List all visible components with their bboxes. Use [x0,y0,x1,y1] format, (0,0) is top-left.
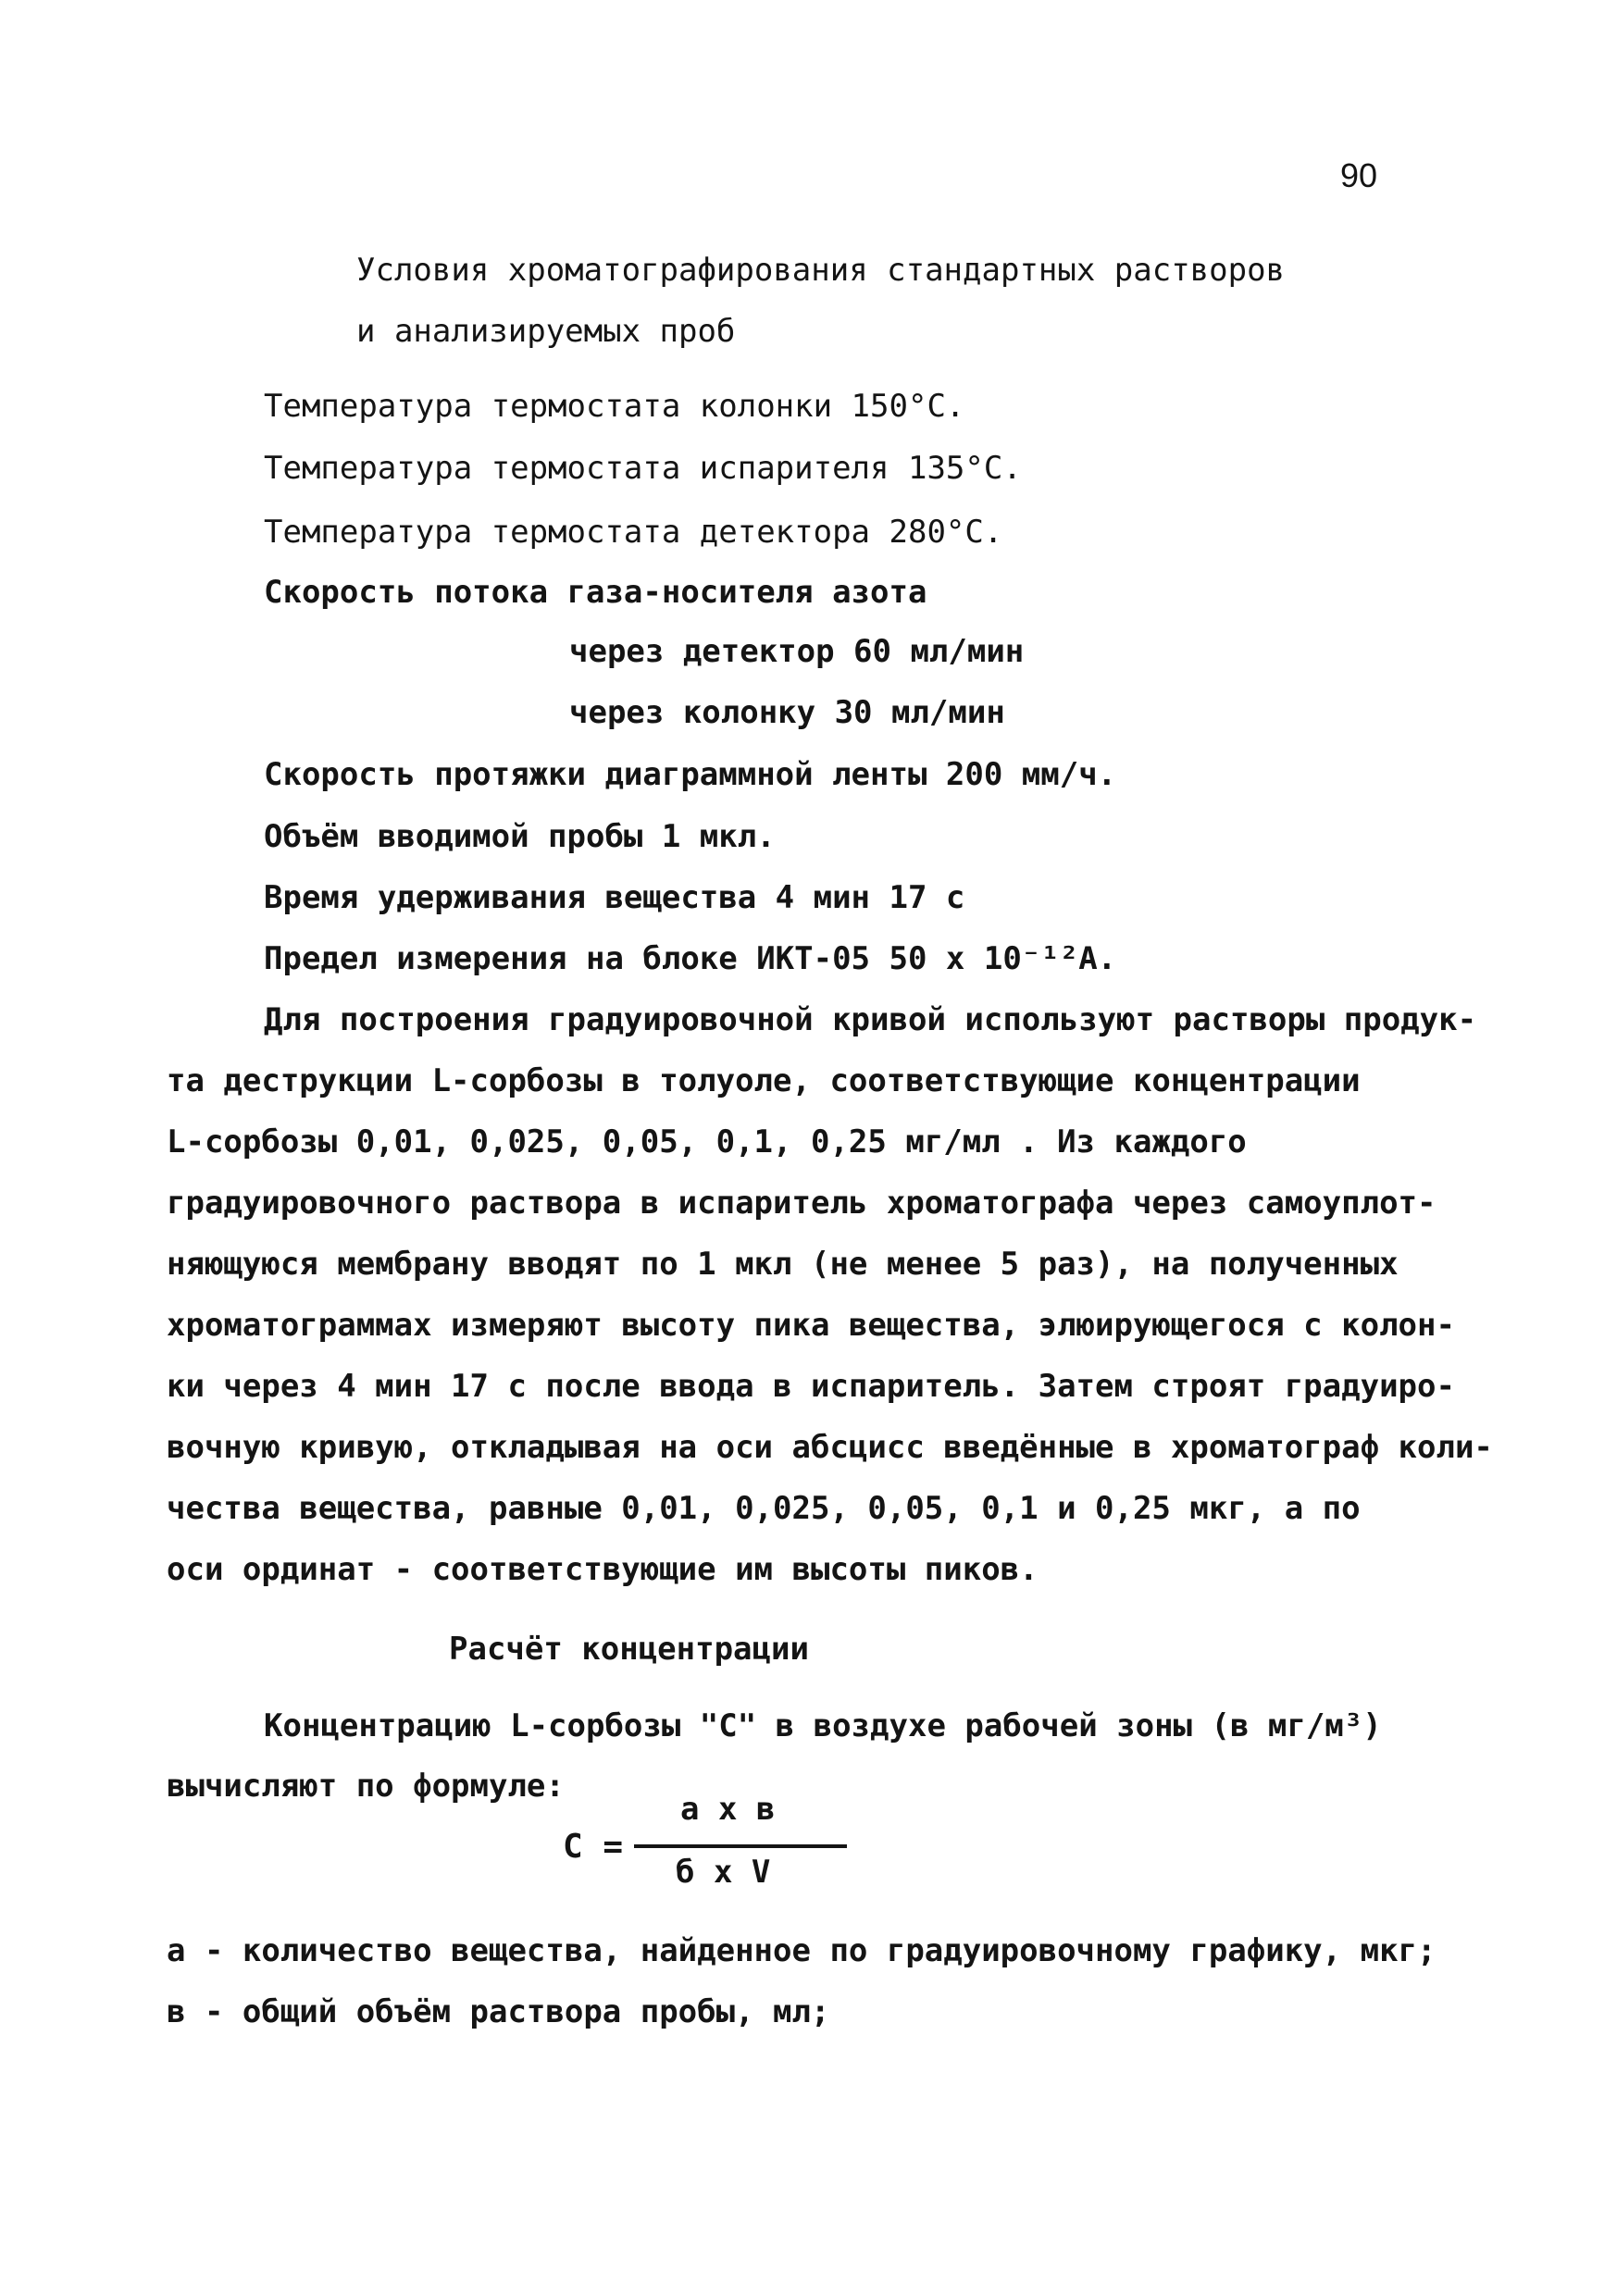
calibration-line: Для построения градуировочной кривой используют растворы продук- [264,1001,1477,1038]
condition-measurement-limit: Предел измерения на блоке ИКТ-05 50 х 10⁻¹²А. [264,940,1117,977]
formula-numerator: а х в [680,1791,776,1828]
condition-gas-flow-column: через колонку 30 мл/мин [569,694,1005,731]
formula-denominator: б х V [676,1854,771,1891]
calibration-line: няющуюся мембрану вводят по 1 мкл (не менее 5 раз), на полученных [167,1246,1399,1283]
calibration-line: чества вещества, равные 0,01, 0,025, 0,05, 0,1 и 0,25 мкг, а по [167,1490,1361,1527]
formula-lhs: С = [563,1828,624,1866]
condition-evaporator-temp: Температура термостата испарителя 135°С. [264,450,1022,487]
page-number: 90 [1340,156,1378,194]
legend-line: а - количество вещества, найденное по градуировочному графику, мкг; [167,1932,1437,1969]
condition-sample-volume: Объём вводимой пробы 1 мкл. [264,818,776,855]
condition-gas-flow: Скорость потока газа-носителя азота [264,574,927,611]
heading-line-2: и анализируемых проб [356,313,736,350]
calibration-line: градуировочного раствора в испаритель хроматографа через самоуплот- [167,1185,1437,1222]
section-title: Расчёт концентрации [449,1631,809,1668]
formula-fraction-bar [634,1844,847,1848]
legend-line: в - общий объём раствора пробы, мл; [167,1993,830,2030]
calibration-line: вочную кривую, откладывая на оси абсцисс введённые в хроматограф коли- [167,1429,1493,1466]
condition-gas-flow-detector: через детектор 60 мл/мин [569,633,1025,670]
calibration-line: оси ординат - соответствующие им высоты пиков. [167,1551,1039,1588]
calibration-line: L-сорбозы 0,01, 0,025, 0,05, 0,1, 0,25 мг/мл . Из каждого [167,1123,1247,1160]
calibration-line: ки через 4 мин 17 с после ввода в испаритель. Затем строят градуиро- [167,1368,1455,1405]
condition-detector-temp: Температура термостата детектора 280°С. [264,514,1003,551]
condition-retention-time: Время удерживания вещества 4 мин 17 с [264,879,965,916]
condition-column-temp: Температура термостата колонки 150°С. [264,388,965,425]
calculation-line: вычисляют по формуле: [167,1768,565,1805]
calibration-line: та деструкции L-сорбозы в толуоле, соответствующие концентрации [167,1062,1361,1099]
heading-line-1: Условия хроматографирования стандартных растворов [356,252,1286,289]
calibration-line: хроматограммах измеряют высоту пика вещества, элюирующегося с колон- [167,1307,1455,1344]
concentration-formula [518,1791,889,1911]
calculation-line: Концентрацию L-сорбозы "С" в воздухе рабочей зоны (в мг/м³) [264,1707,1382,1744]
condition-chart-speed: Скорость протяжки диаграммной ленты 200 мм/ч. [264,756,1117,793]
